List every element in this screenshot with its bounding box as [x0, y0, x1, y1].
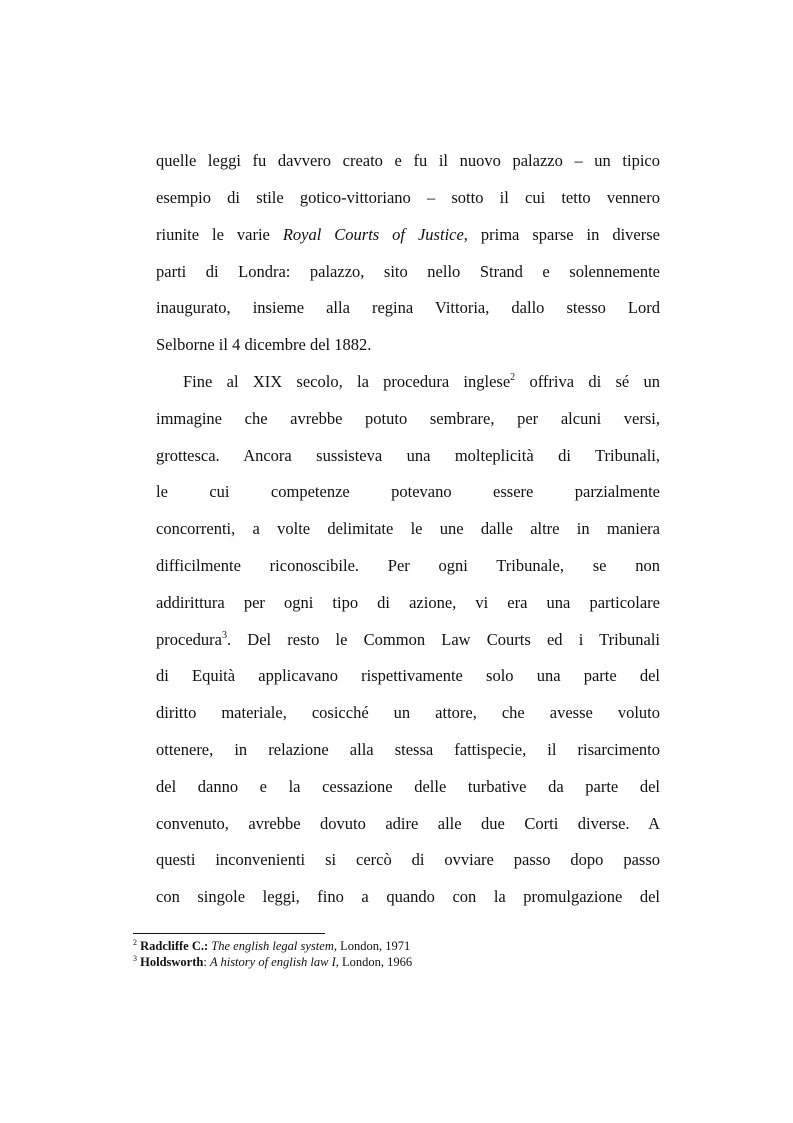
text-line-6: Selborne il 4 dicembre del 1882. [156, 335, 372, 354]
text-line-16: diritto materiale, cosicché un attore, che avesse voluto [156, 703, 660, 722]
text-line-9: grottesca. Ancora sussisteva una molteplicità di Tribunali, [156, 446, 660, 465]
text-line-11: concorrenti, a volte delimitate le une dalle altre in maniera [156, 519, 660, 538]
text-line-17: ottenere, in relazione alla stessa fattispecie, il risarcimento [156, 740, 660, 759]
footnote-ref-2: 2 [510, 372, 516, 383]
footnote-2-rest: , London, 1971 [333, 939, 411, 953]
footnote-2-title: The english legal system [211, 939, 334, 953]
text-line-7 [183, 372, 660, 392]
text-line-5: inaugurato, insieme alla regina Vittoria, dallo stesso Lord [156, 298, 660, 317]
footnote-separator [133, 933, 325, 934]
footnote-3-sep: : [203, 955, 210, 969]
text-line-7-after: offriva di sé un [515, 372, 660, 391]
text-line-3-before: riunite le varie [156, 225, 283, 244]
text-line-14 [156, 630, 660, 650]
text-line-14-after: . Del resto le Common Law Courts ed i Tribunali [226, 630, 660, 649]
text-line-21: con singole leggi, fino a quando con la promulgazione del [156, 887, 660, 906]
footnote-3-rest: , London, 1966 [335, 955, 413, 969]
text-line-2: esempio di stile gotico-vittoriano – sotto il cui tetto vennero [156, 188, 660, 207]
footnote-2 [133, 939, 410, 953]
text-line-18: del danno e la cessazione delle turbative da parte del [156, 777, 660, 796]
text-line-4: parti di Londra: palazzo, sito nello Strand e solennemente [156, 262, 660, 281]
footnote-ref-3: 3 [221, 630, 227, 641]
text-line-20: questi inconvenienti si cercò di ovviare passo dopo passo [156, 850, 660, 869]
text-line-7-before: Fine al XIX secolo, la procedura inglese [183, 372, 511, 391]
text-line-19: convenuto, avrebbe dovuto adire alle due Corti diverse. A [156, 814, 660, 833]
royal-courts-italic: Royal Courts of Justice [282, 225, 464, 244]
text-line-15: di Equità applicavano rispettivamente solo una parte del [156, 666, 660, 685]
text-line-13: addirittura per ogni tipo di azione, vi era una particolare [156, 593, 660, 612]
footnote-3-author: Holdsworth [140, 955, 204, 969]
text-line-14-before: procedura [156, 630, 222, 649]
footnote-3 [133, 955, 412, 969]
text-line-8: immagine che avrebbe potuto sembrare, per alcuni versi, [156, 409, 660, 428]
footnote-3-title: A history of english law I [209, 955, 336, 969]
footnote-3-number: 3 [133, 954, 137, 963]
text-line-3 [156, 225, 660, 245]
footnote-2-author: Radcliffe C.: [140, 939, 209, 953]
text-line-10: le cui competenze potevano essere parzialmente [156, 482, 660, 501]
footnote-2-number: 2 [133, 938, 137, 947]
text-line-12: difficilmente riconoscibile. Per ogni Tribunale, se non [156, 556, 660, 575]
text-line-1: quelle leggi fu davvero creato e fu il nuovo palazzo – un tipico [156, 151, 660, 170]
text-line-3-after: , prima sparse in diverse [463, 225, 660, 244]
